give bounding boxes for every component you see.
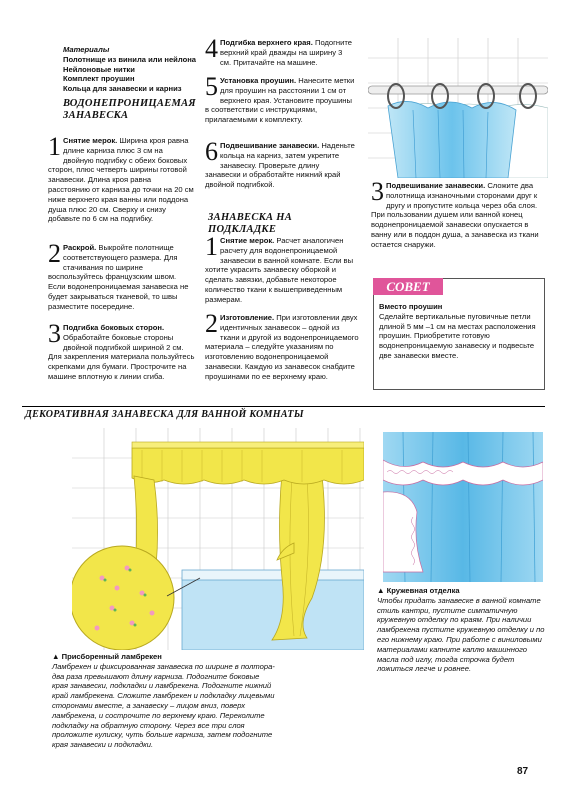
caption-text: Чтобы придать занавеске в ванной комнате стиль кантри, пустите симпатичную кружевную отделку по краям. При наличии ламбрекена пустите кружевную отделку и по его нижнему краю. При работе с виниловыми материалами капните каплю машинного масла под иглу, тогда строчка будет ложиться легче и ровнее.	[377, 595, 545, 674]
waterproof-step-2	[48, 239, 195, 312]
step-number: 1	[205, 232, 218, 261]
step-title: Изготовление.	[220, 313, 275, 322]
step-number: 2	[48, 239, 61, 268]
step-text: Ширина кроя равна длине карниза плюс 3 см на двойную подгибку с обеих боковых сторон, плюс четверть ширины готовой занавески. Длина кроя равна расстоянию от карниза до точки на 20 см ниже верхнего края ванны или поддона душа плюс 20 см. Сверху и снизу добавьте по 6 см на подгибку.	[48, 136, 194, 224]
caption-text: Ламбрекен и фиксированная занавеска по ширине в полтора-два раза превышают длину карниза. Подогните боковые края занавески, подкладки и ламбрекена. Подогните нижний край ламбрекена. Сложите ламбрекен и подкладку лицевыми сторонами вместе, а занавеску – лицом вниз, поверх ламбрекена, и сострочите по верхнему краю. Переколите подкладку на обратную сторону. Через все три слоя проложите кулиску, чуть больше карниза, затем подогните края занавески и подкладки.	[52, 661, 275, 750]
caption-title: ▲ Кружевная отделка	[377, 586, 460, 595]
step-title: Подгибка боковых сторон.	[63, 323, 165, 332]
step-number: 1	[48, 132, 61, 161]
lace-trim-illustration	[383, 432, 543, 582]
waterproof-step-5	[205, 72, 355, 125]
page-number: 87	[517, 766, 529, 777]
materials-title: Материалы	[63, 45, 110, 54]
step-text: Нанесите метки для проушин на расстоянии 1 см от верхнего края. Установите проушины в соответствии с инструкциями, прилагаемыми к комплекту.	[205, 76, 355, 125]
tip-text: Сделайте вертикальные пуговичные петли длиной 5 мм –1 см на местах расположения проушин. Приобретите готовую водонепроницаемую занавеску и подвесьте две занавески вместе.	[379, 311, 536, 360]
step-number: 5	[205, 72, 218, 101]
step-title: Раскрой.	[63, 243, 97, 252]
step-title: Подвешивание занавески.	[220, 141, 320, 150]
waterproof-step-3	[48, 319, 195, 382]
step-title: Установка проушин.	[220, 76, 297, 85]
step-text: Обработайте боковые стороны двойной подгибкой шириной 2 см. Для закрепления материала пользуйтесь скрепками для бумаги. Прострочите на машине вплотную к линии сгиба.	[48, 332, 195, 381]
caption-gathered-valance	[52, 652, 277, 750]
step-text: Расчет аналогичен расчету для водонепроницаемой занавески в ванной комнате. Если вы хотите украсить занавеску оборкой и сделать завязки, добавьте некоторое количество ткани к вышеприведенным размерам.	[205, 236, 354, 304]
step-title: Снятие мерок.	[63, 136, 118, 145]
materials-block	[63, 45, 203, 94]
step-number: 3	[371, 177, 384, 206]
tip-title: Вместо проушин	[379, 302, 443, 311]
step-number: 4	[205, 34, 218, 63]
lining-heading: ЗАНАВЕСКА НА ПОДКЛАДКЕ	[208, 212, 293, 235]
materials-item: Нейлоновые нитки	[63, 64, 135, 74]
lining-step-3	[371, 177, 543, 250]
materials-item: Кольца для занавески и карниз	[63, 84, 182, 94]
step-number: 6	[205, 137, 218, 166]
gathered-valance-illustration	[72, 428, 364, 650]
waterproof-heading: ВОДОНЕПРОНИЦАЕМАЯ ЗАНАВЕСКА	[63, 98, 196, 121]
step-title: Подгибка верхнего края.	[220, 38, 313, 47]
tip-label: СОВЕТ	[373, 278, 443, 295]
step-text: Выкройте полотнище соответствующего размера. Для стачивания по ширине воспользуйтесь французским швом. Если водонепроницаемая занавеска не будет закрываться тканевой, то швы разместите посередине.	[48, 243, 189, 311]
waterproof-step-1	[48, 132, 195, 224]
shower-curtain-rings-illustration	[368, 38, 548, 178]
step-text: Сложите два полотнища изнаночными сторонами друг к другу и пропустите кольца через оба слоя. При пользовании душем или ванной конец водонепроницаемой занавески опускается в ванну или в поддон душа, а занавеска из ткани остается снаружи.	[371, 181, 539, 249]
lining-step-2	[205, 309, 360, 382]
section-divider	[22, 406, 545, 407]
step-title: Снятие мерок.	[220, 236, 275, 245]
waterproof-step-6	[205, 137, 355, 190]
materials-item: Комплект проушин	[63, 74, 135, 84]
step-text: Подогните верхний край дважды на ширину 3 см. Притачайте на машине.	[220, 38, 352, 67]
step-text: Наденьте кольца на карниз, затем укрепите занавеску. Проверьте длину занавески и обработайте нижний край двойной подгибкой.	[205, 141, 355, 190]
step-number: 3	[48, 319, 61, 348]
caption-lace-trim	[377, 586, 545, 674]
waterproof-step-4	[205, 34, 355, 67]
step-title: Подвешивание занавески.	[386, 181, 486, 190]
step-number: 2	[205, 309, 218, 338]
materials-item: Полотнище из винила или нейлона	[63, 54, 197, 64]
caption-title: ▲ Присборенный ламбрекен	[52, 652, 162, 661]
decor-heading: ДЕКОРАТИВНАЯ ЗАНАВЕСКА ДЛЯ ВАННОЙ КОМНАТЫ	[25, 409, 304, 420]
lining-step-1	[205, 232, 360, 305]
step-text: При изготовлении двух идентичных занавесок – одной из ткани и другой из водонепроницаемого материала – следуйте указаниям по изготовлению водонепроницаемой занавески. Каждую из занавесок снабдите проушинами по ее верхнему краю.	[205, 313, 359, 381]
tip-content	[379, 302, 539, 361]
